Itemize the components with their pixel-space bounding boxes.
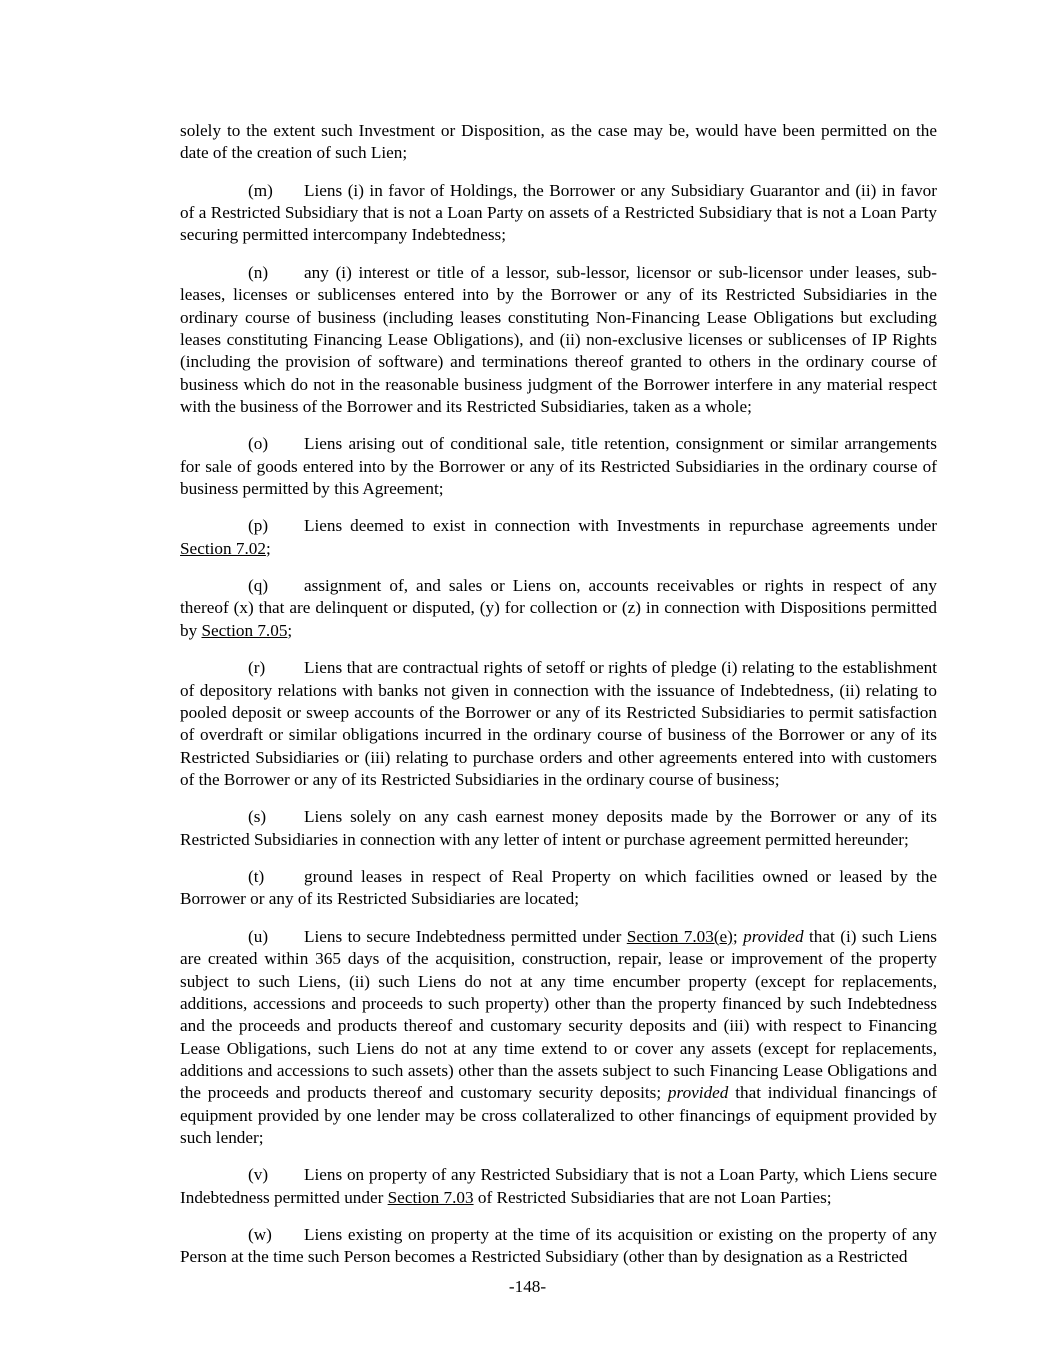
paragraph-w [180, 1224, 937, 1269]
list-label-t: (t) [248, 867, 265, 887]
section-reference-link[interactable]: Section 7.02 [180, 538, 266, 558]
paragraph-o [180, 433, 937, 500]
paragraph-text: Liens arising out of conditional sale, title retention, consignment or similar arrangements for sale of goods entered into by the Borrower or any of its Restricted Subsidiaries in the ordinary course of business permitted by this Agreement; [180, 434, 937, 499]
paragraph-n [180, 262, 937, 419]
list-label-m: (m) [248, 180, 273, 200]
paragraph-text-after: of Restricted Subsidiaries that are not Loan Parties; [473, 1187, 832, 1207]
paragraph-v [180, 1164, 937, 1209]
paragraph-s [180, 806, 937, 851]
section-reference-link[interactable]: Section 7.03(e) [626, 926, 733, 946]
paragraph-text-after: ; [287, 620, 293, 640]
list-label-s: (s) [248, 807, 267, 827]
paragraph-text: ; [732, 926, 744, 946]
paragraph-u [180, 926, 937, 1150]
document-body [180, 120, 937, 1269]
list-label-n: (n) [248, 262, 269, 282]
paragraph-text: any (i) interest or title of a lessor, sub-lessor, licensor or sub-licensor under leases, sub-leases, licenses or sublicenses entered into by the Borrower or any of its Restricted Subsidiaries in the ordinary course of business (including leases constituting Non-Financing Lease Obligations but excluding leases constituting Financing Lease Obligations), and (ii) non-exclusive licenses or sublicenses of IP Rights (including the provision of software) and terminations thereof granted to others in the ordinary course of business which do not in the reasonable business judgment of the Borrower interfere in any material respect with the business of the Borrower and its Restricted Subsidiaries, taken as a whole; [180, 262, 937, 416]
list-label-q: (q) [248, 576, 269, 596]
paragraph-t [180, 866, 937, 911]
section-reference-link[interactable]: Section 7.05 [201, 620, 288, 640]
list-label-u: (u) [248, 926, 269, 946]
list-label-p: (p) [248, 516, 269, 536]
page-number: -148- [508, 1277, 547, 1296]
paragraph-text: Liens existing on property at the time of its acquisition or existing on the property of any Person at the time such Person becomes a Restricted Subsidiary (other than by designation as a Restricted [180, 1225, 937, 1267]
paragraph-text: Liens solely on any cash earnest money deposits made by the Borrower or any of its Restricted Subsidiaries in connection with any letter of intent or purchase agreement permitted hereunder; [180, 807, 937, 849]
paragraph-text: Liens that are contractual rights of setoff or rights of pledge (i) relating to the establishment of depository relations with banks not given in connection with the issuance of Indebtedness, (ii) relating to pooled deposit or sweep accounts of the Borrower or any of its Restricted Subsidiaries to permit satisfaction of overdraft or similar obligations incurred in the ordinary course of business of the Borrower or any of its Restricted Subsidiaries or (iii) relating to purchase orders and other agreements entered into with customers of the Borrower or any of its Restricted Subsidiaries in the ordinary course of business; [180, 658, 937, 789]
paragraph-text: ground leases in respect of Real Property on which facilities owned or leased by the Borrower or any of its Restricted Subsidiaries are located; [180, 867, 937, 909]
emphasis-provided: provided [667, 1083, 729, 1103]
section-reference-link[interactable]: Section 7.03 [387, 1187, 474, 1207]
paragraph-p [180, 515, 937, 560]
paragraph-text: assignment of, and sales or Liens on, accounts receivables or rights in respect of any thereof (x) that are delinquent or disputed, (y) for collection or (z) in connection with Dispositions permitted by [180, 576, 937, 640]
paragraph-r [180, 657, 937, 791]
list-label-r: (r) [248, 658, 266, 678]
paragraph-text: Liens on property of any Restricted Subsidiary that is not a Loan Party, which Liens secure Indebtedness permitted under [180, 1165, 937, 1207]
paragraph-text: that (i) such Liens are created within 365 days of the acquisition, construction, repair, lease or improvement of the property subject to such Liens, (ii) such Liens do not at any time encumber property (except for replacements, additions, accessions and proceeds to such property) other than the property financed by such Indebtedness and the proceeds and products thereof and customary security deposits and (iii) with respect to Financing Lease Obligations, such Liens do not at any time extend to or cover any assets (except for replacements, additions and accessions to such assets) other than the assets subject to such Financing Lease Obligations and the proceeds and products thereof and customary security deposits; [180, 926, 937, 1103]
paragraph-text-after: ; [265, 538, 271, 558]
list-label-w: (w) [248, 1225, 272, 1245]
list-label-o: (o) [248, 434, 269, 454]
list-label-v: (v) [248, 1165, 269, 1185]
emphasis-provided: provided [743, 926, 804, 946]
paragraph-text: solely to the extent such Investment or Disposition, as the case may be, would have been permitted on the date of the creation of such Lien; [180, 121, 937, 163]
paragraph-text: Liens to secure Indebtedness permitted under [304, 926, 627, 946]
paragraph-m [180, 180, 937, 247]
paragraph-q [180, 575, 937, 642]
paragraph-text: Liens (i) in favor of Holdings, the Borrower or any Subsidiary Guarantor and (ii) in favor of a Restricted Subsidiary that is not a Loan Party on assets of a Restricted Subsidiary that is not a Loan Party securing permitted intercompany Indebtedness; [180, 180, 937, 245]
paragraph-text: Liens deemed to exist in connection with Investments in repurchase agreements under [304, 516, 937, 536]
paragraph-continuation [180, 120, 937, 165]
paragraph-text: that individual financings of equipment provided by one lender may be cross collateralized to other financings of equipment provided by such lender; [180, 1083, 937, 1148]
